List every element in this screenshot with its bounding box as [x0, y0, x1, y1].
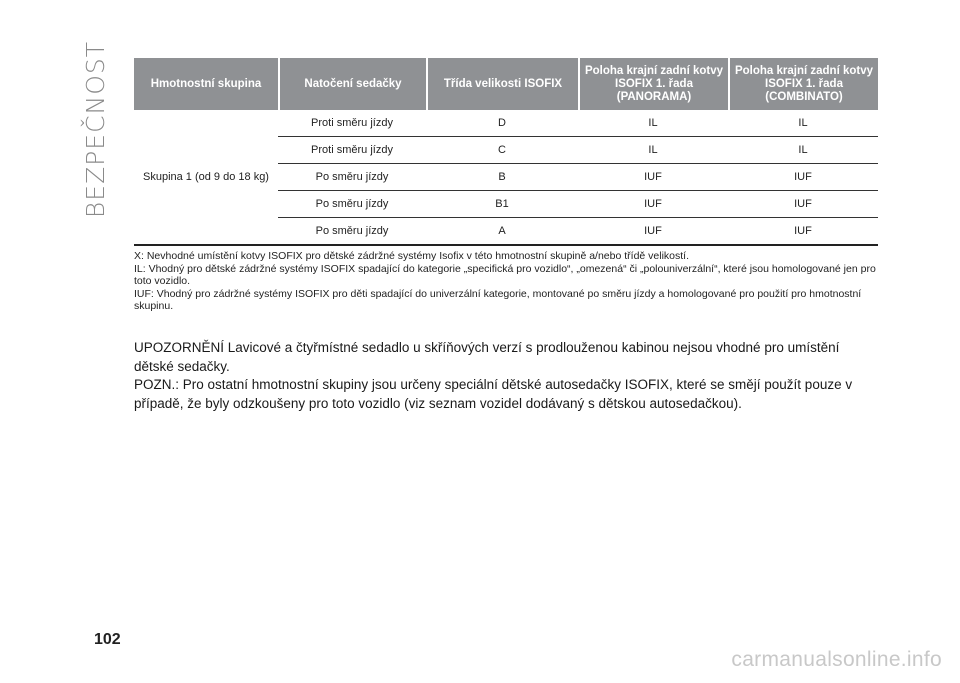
- panorama-cell: IL: [578, 110, 728, 137]
- section-title-text: BEZPEČNOST: [81, 40, 111, 218]
- header-seat-orientation: Natočení sedačky: [278, 58, 426, 110]
- orientation-cell: Proti směru jízdy: [278, 110, 426, 137]
- note-iuf: IUF: Vhodný pro zádržné systémy ISOFIX pro děti spadající do univerzální kategorie, montované po směru jízdy a homologované pro použití pro hmotnostní skupinu.: [134, 287, 862, 312]
- size-class-cell: D: [426, 110, 578, 137]
- combinato-cell: IUF: [728, 191, 878, 218]
- size-class-cell: B: [426, 164, 578, 191]
- warning-paragraph: UPOZORNĚNÍ Lavicové a čtyřmístné sedadlo u skříňových verzí s prodlouženou kabinou nejsou vhodné pro umístění dětské sedačky.: [134, 340, 840, 374]
- note-paragraph: POZN.: Pro ostatní hmotnostní skupiny jsou určeny speciální dětské autosedačky ISOFIX, které se smějí použít pouze v případě, že byly odzkoušeny pro toto vozidlo (viz seznam vozidel dodávaný s dětskou autosedačkou).: [134, 377, 853, 411]
- group-cell: Skupina 1 (od 9 do 18 kg): [134, 110, 278, 246]
- isofix-table: [134, 58, 878, 246]
- orientation-cell: Po směru jízdy: [278, 218, 426, 246]
- panorama-cell: IUF: [578, 191, 728, 218]
- combinato-cell: IL: [728, 137, 878, 164]
- header-size-class: Třída velikosti ISOFIX: [426, 58, 578, 110]
- orientation-cell: Po směru jízdy: [278, 191, 426, 218]
- panorama-cell: IL: [578, 137, 728, 164]
- note-il: IL: Vhodný pro dětské zádržné systémy ISOFIX spadající do kategorie „specifická pro vozidlo“, „omezená“ či „polouniverzální“, které jsou homologované jen pro toto vozidlo.: [134, 262, 876, 287]
- section-title: [78, 40, 114, 218]
- panorama-cell: IUF: [578, 164, 728, 191]
- note-x: X: Nevhodné umístění kotvy ISOFIX pro dětské zádržné systémy Isofix v této hmotnostní skupině a/nebo třídě velikostí.: [134, 250, 690, 262]
- size-class-cell: C: [426, 137, 578, 164]
- watermark: carmanualsonline.info: [731, 648, 942, 671]
- header-combinato: Poloha krajní zadní kotvy ISOFIX 1. řada (COMBINATO): [728, 58, 878, 110]
- orientation-cell: Po směru jízdy: [278, 164, 426, 191]
- size-class-cell: B1: [426, 191, 578, 218]
- header-panorama: Poloha krajní zadní kotvy ISOFIX 1. řada (PANORAMA): [578, 58, 728, 110]
- page-number: 102: [94, 631, 121, 648]
- panorama-cell: IUF: [578, 218, 728, 246]
- header-weight-group: Hmotnostní skupina: [134, 58, 278, 110]
- orientation-cell: Proti směru jízdy: [278, 137, 426, 164]
- table-row: [134, 110, 878, 137]
- combinato-cell: IL: [728, 110, 878, 137]
- size-class-cell: A: [426, 218, 578, 246]
- combinato-cell: IUF: [728, 164, 878, 191]
- combinato-cell: IUF: [728, 218, 878, 246]
- table-notes: [134, 250, 878, 313]
- table-header-row: [134, 58, 878, 110]
